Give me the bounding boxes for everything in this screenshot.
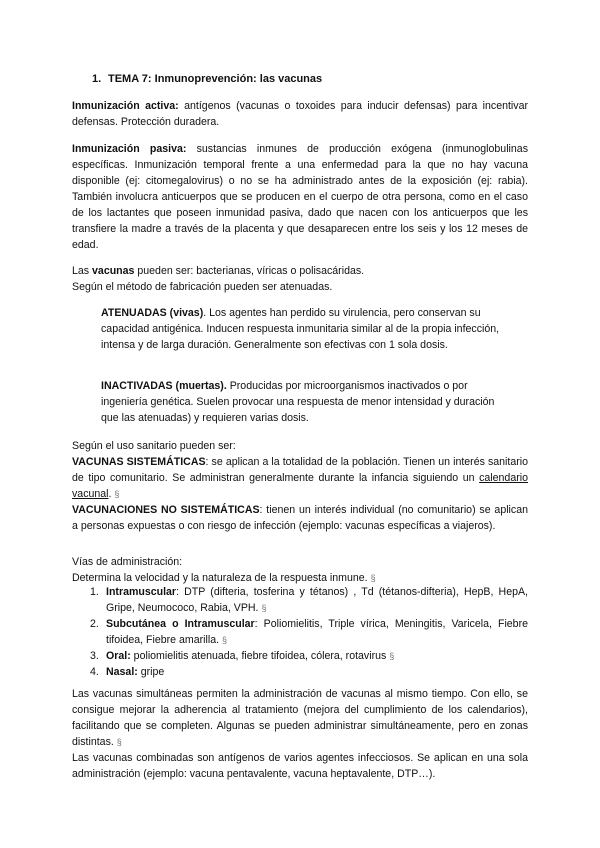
- paragraph-atenuadas: [101, 305, 501, 353]
- term-inmunizacion-activa: Inmunización activa:: [72, 100, 179, 112]
- sist-end: .: [108, 488, 112, 500]
- paragraph-inactivadas: [101, 378, 501, 426]
- vias-descripcion: Determina la velocidad y la naturaleza de la respuesta inmune.: [72, 572, 368, 584]
- paragraph-inmunizacion-pasiva: [72, 141, 528, 253]
- vias-intro: Vías de administración:: [72, 556, 183, 568]
- list-item-term: Oral:: [106, 650, 131, 662]
- text-inactivadas: Producidas por microorganismos inactivados o por ingeniería genética. Suelen provocar una respuesta de menor intensidad y duración que las atenuadas) y requieren varias dosis.: [101, 380, 495, 424]
- list-number: 2.: [90, 618, 99, 630]
- tipos-prefix: Las: [72, 265, 93, 277]
- list-number: 1.: [90, 586, 99, 598]
- text-vacunas-combinadas: Las vacunas combinadas son antígenos de varios agentes infecciosos. Se aplican en una sola administración (ejemplo: vacuna pentavalente, vacuna heptavalente, DTP…).: [72, 752, 528, 780]
- term-vacunaciones-no-sistematicas: VACUNACIONES NO SISTEMÁTICAS: [72, 504, 260, 516]
- paragraph-vacunas-simultaneas: [72, 686, 528, 782]
- title-text: TEMA 7: Inmunoprevención: las vacunas: [108, 73, 323, 85]
- list-item: [82, 584, 528, 616]
- list-item-text: : Poliomielitis, Triple vírica, Meningitis, Varicela, Fiebre tifoidea, Fiebre amarilla.: [106, 618, 528, 646]
- section-mark-icon: §: [222, 635, 228, 645]
- list-item-text: poliomielitis atenuada, fiebre tifoidea, cólera, rotavirus: [130, 650, 387, 662]
- section-mark-icon: §: [261, 603, 267, 613]
- paragraph-tipos-vacunas: [72, 263, 528, 295]
- text-vacunaciones-no-sistematicas: : tienen un interés individual (no comunitario) se aplican a personas expuestas o con riesgo de infección (ejemplo: vacunas específicas a viajeros).: [72, 504, 528, 532]
- section-mark-icon: §: [114, 489, 120, 499]
- term-inactivadas: INACTIVADAS (muertas).: [101, 380, 227, 392]
- text-vacunas-sistematicas: : se aplican a la totalidad de la población. Tienen un interés sanitario de tipo comunitario. Se administran generalmente durante la infancia siguiendo un: [72, 456, 528, 484]
- list-item: [82, 648, 528, 664]
- uso-intro: Según el uso sanitario pueden ser:: [72, 440, 236, 452]
- paragraph-uso-sanitario: [72, 438, 528, 534]
- calendario-vacunal-link[interactable]: calendario vacunal: [72, 472, 528, 500]
- list-item: [82, 664, 528, 680]
- section-mark-icon: §: [116, 737, 122, 747]
- list-item-term: Nasal:: [106, 666, 138, 678]
- paragraph-inmunizacion-activa: [72, 98, 528, 130]
- text-inmunizacion-pasiva: sustancias inmunes de producción exógena (inmunoglobulinas específicas. Inmunización temporal frente a una enfermedad para la que no hay vacuna disponible (ej: citomegalovirus) o no se ha administrado antes de la exposición (ej: rabia). También involucra anticuerpos que se producen en el cuerpo de otra persona, como en el caso de los lactantes que poseen inmunidad pasiva, dado que nacen con los anticuerpos que les transfiere la madre a través de la placenta y que desaparecen entre los seis y los 12 meses de edad.: [72, 143, 528, 251]
- list-number: 3.: [90, 650, 99, 662]
- page-title: [92, 71, 322, 87]
- list-item-text: : DTP (difteria, tosferina y tétanos) , Td (tétanos-difteria), HepB, HepA, Gripe, Neumococo, Rabia, VPH.: [106, 586, 528, 614]
- term-atenuadas: ATENUADAS (vivas): [101, 307, 204, 319]
- tipos-metodo: Según el método de fabricación pueden ser atenuadas.: [72, 281, 333, 293]
- list-item-term: Subcutánea o Intramuscular: [106, 618, 255, 630]
- term-vacunas: vacunas: [92, 265, 135, 277]
- term-inmunizacion-pasiva: Inmunización pasiva:: [72, 143, 187, 155]
- text-inmunizacion-activa: antígenos (vacunas o toxoides para inducir defensas) para incentivar defensas. Protección duradera.: [72, 100, 528, 128]
- tipos-suffix: pueden ser: bacterianas, víricas o polisacáridas.: [134, 265, 365, 277]
- paragraph-vias-intro: [72, 554, 528, 586]
- term-vacunas-sistematicas: VACUNAS SISTEMÁTICAS: [72, 456, 206, 468]
- title-number: 1.: [92, 73, 102, 85]
- list-item-text: gripe: [137, 666, 165, 678]
- section-mark-icon: §: [389, 651, 395, 661]
- list-number: 4.: [90, 666, 99, 678]
- list-item-term: Intramuscular: [106, 586, 177, 598]
- list-item: [82, 616, 528, 648]
- section-mark-icon: §: [370, 573, 376, 583]
- text-vacunas-simultaneas: Las vacunas simultáneas permiten la administración de vacunas al mismo tiempo. Con ello, se consigue mejorar la adherencia al tratamiento (mejora del cumplimiento de los calendarios), facilitando que se completen. Algunas se pueden administrar simultáneamente, pero en zonas distintas.: [72, 688, 528, 748]
- text-atenuadas: . Los agentes han perdido su virulencia, pero conservan su capacidad antigénica. Inducen respuesta inmunitaria similar al de la propia infección, intensa y de larga duración. Generalmente son efectivas con 1 sola dosis.: [101, 307, 500, 351]
- vias-list: [82, 584, 528, 680]
